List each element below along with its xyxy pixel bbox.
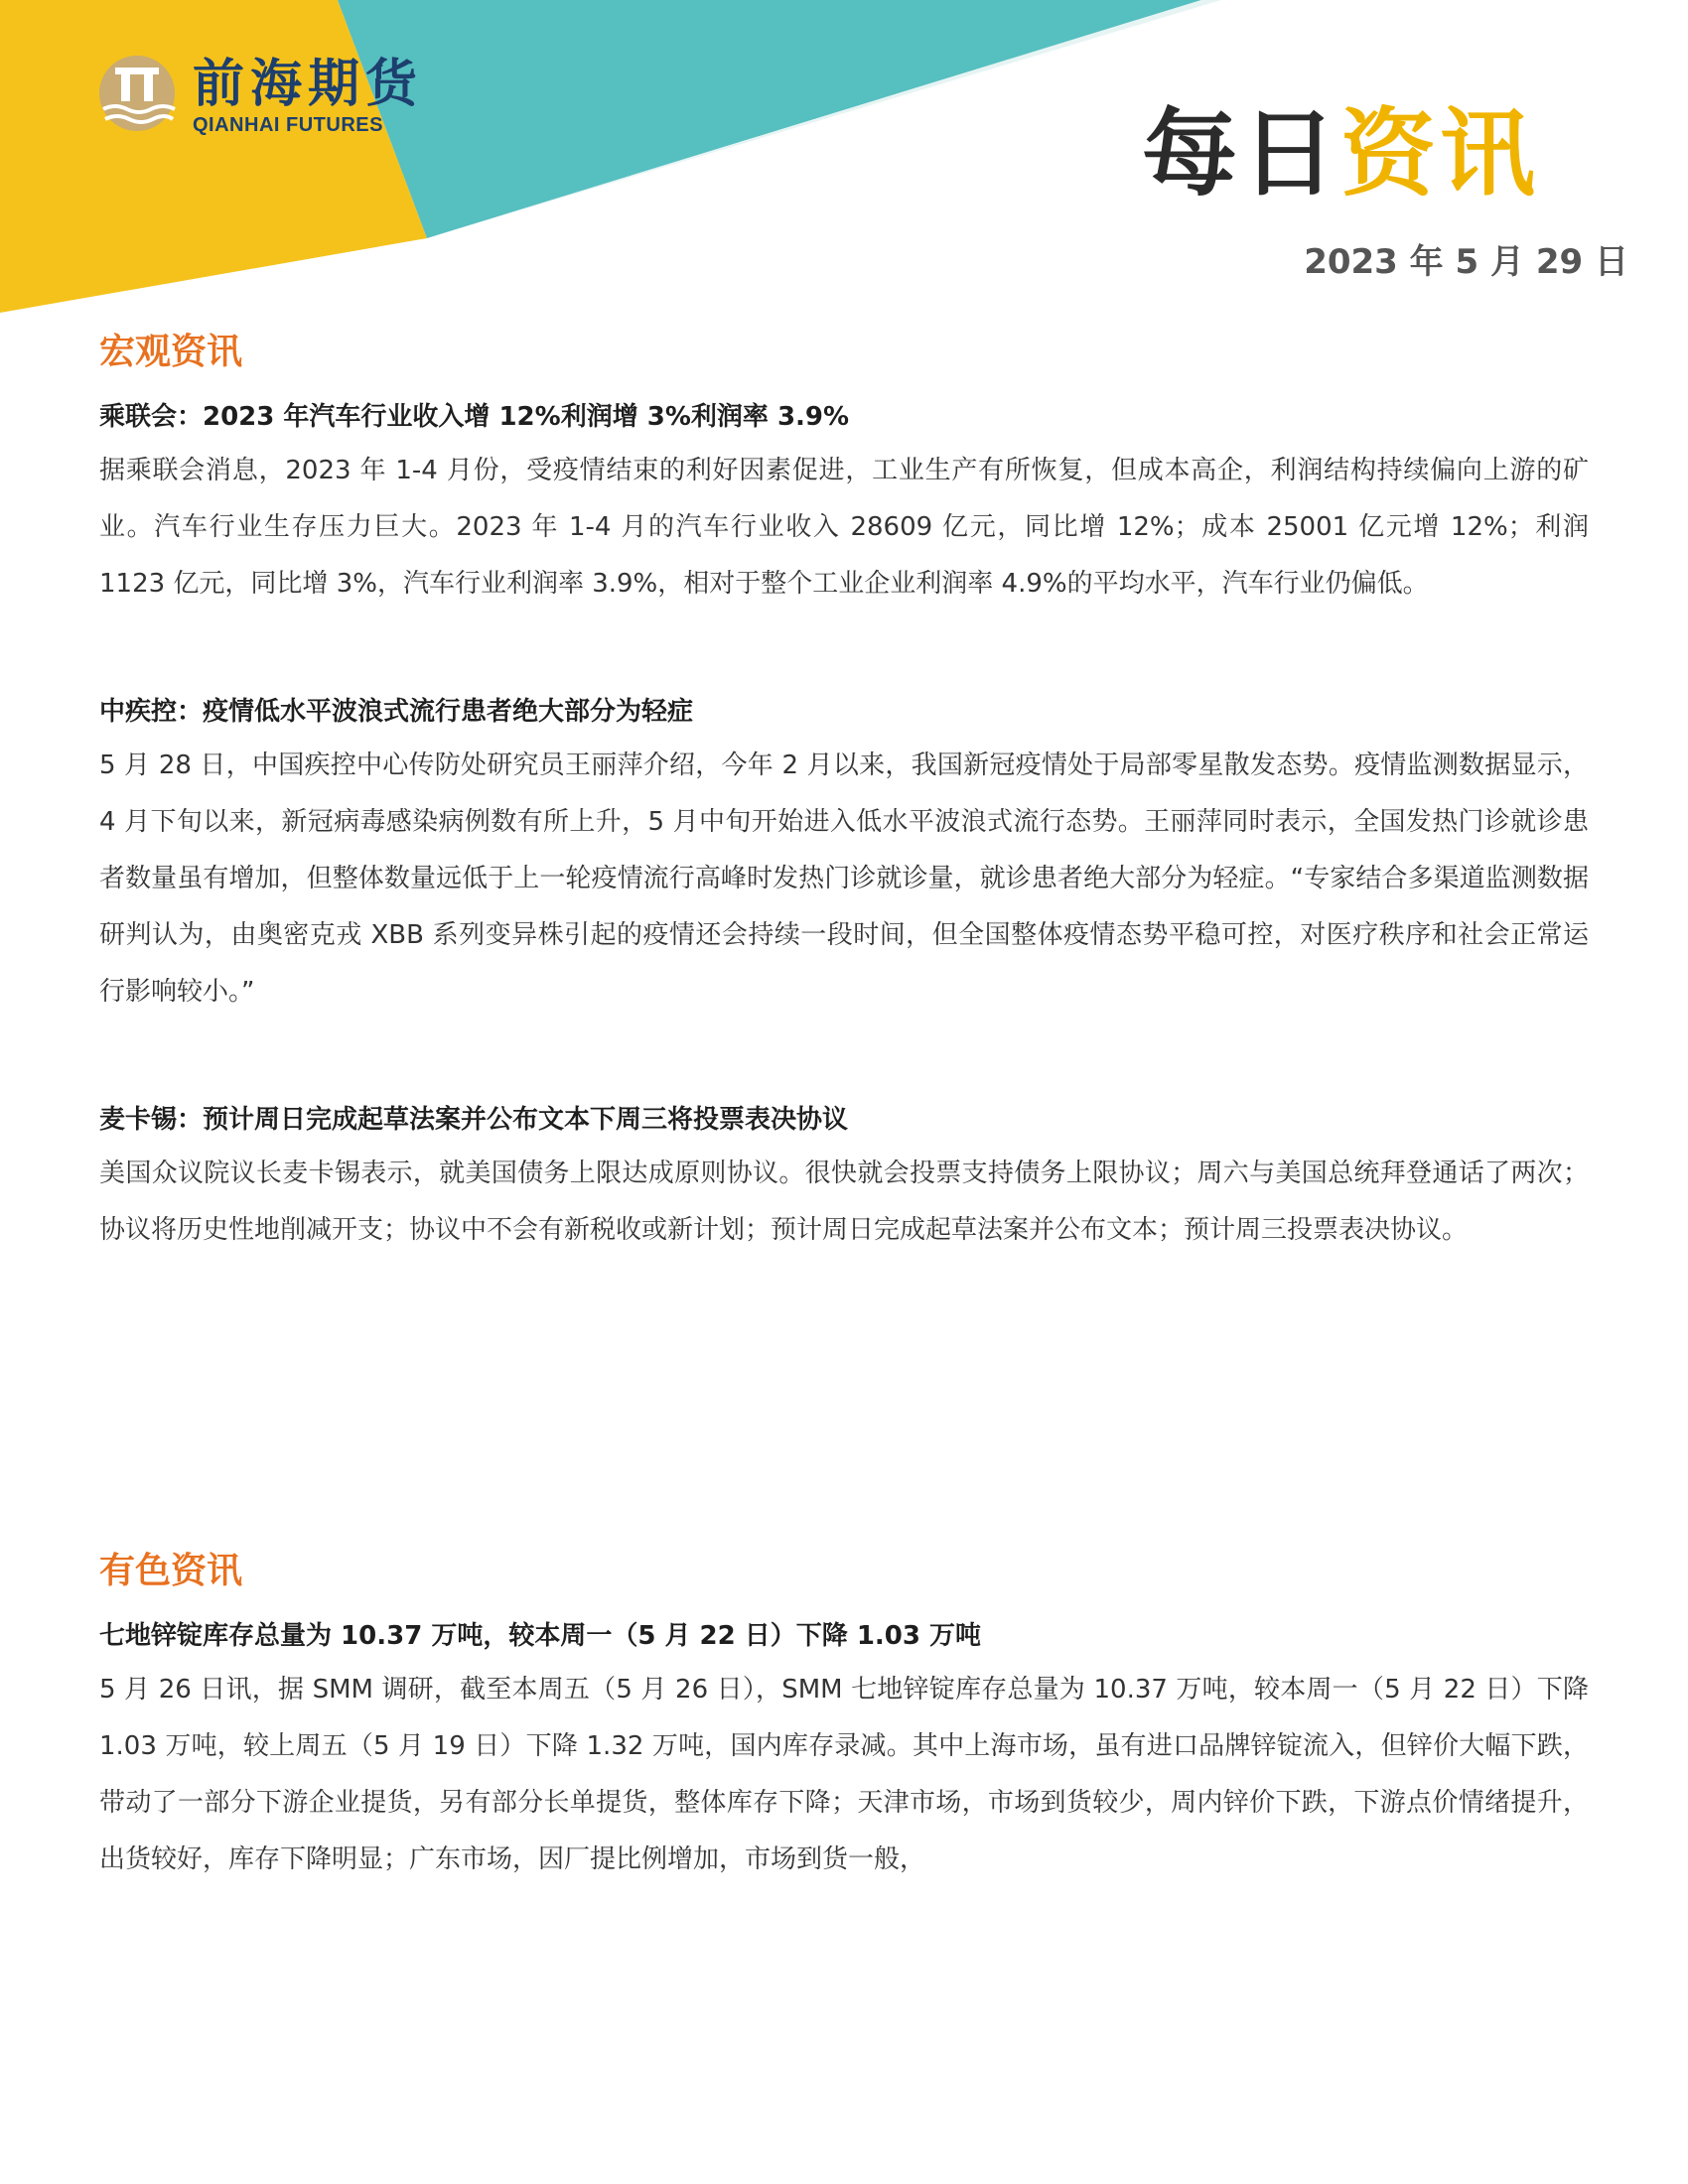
brand-name-en: QIANHAI FUTURES — [193, 114, 383, 136]
article — [99, 1100, 1589, 1259]
article-body: 美国众议院议长麦卡锡表示，就美国债务上限达成原则协议。很快就会投票支持债务上限协议；周六与美国总统拜登通话了两次；协议将历史性地削减开支；协议中不会有新税收或新计划；预计周日完成起草法案并公布文本；预计周三投票表决协议。 — [99, 1159, 1589, 1245]
article-body: 5 月 26 日讯，据 SMM 调研，截至本周五（5 月 26 日），SMM 七地锌锭库存总量为 10.37 万吨，较本周一（5 月 22 日）下降 1.03 万吨，较上周五（5 月 19 日）下降 1.32 万吨，国内库存录减。其中上海市场，虽有进口品牌锌锭流入，但锌价大幅下跌，带动了一部分下游企业提货，另有部分长单提货，整体库存下降；天津市场，市场到货较少，周内锌价下跌，下游点价情绪提升，出货较好，库存下降明显；广东市场，因厂提比例增加，市场到货一般， — [99, 1675, 1589, 1874]
banner-teal-shape — [338, 0, 1201, 238]
article-headline: 乘联会：2023 年汽车行业收入增 12%利润增 3%利润率 3.9% — [99, 402, 850, 432]
article-body: 5 月 28 日，中国疾控中心传防处研究员王丽萍介绍，今年 2 月以来，我国新冠疫情处于局部零星散发态势。疫情监测数据显示，4 月下旬以来，新冠病毒感染病例数有所上升，5 月中旬开始进入低水平波浪式流行态势。王丽萍同时表示，全国发热门诊就诊患者数量虽有增加，但整体数量远低于上一轮疫情流行高峰时发热门诊就诊量，就诊患者绝大部分为轻症。“专家结合多渠道监测数据研判认为，由奥密克戎 XBB 系列变异株引起的疫情还会持续一段时间，但全国整体疫情态势平稳可控，对医疗秩序和社会正常运行影响较小。” — [99, 751, 1589, 1007]
page-title-accent: 资讯 — [1340, 98, 1539, 209]
section-title: 宏观资讯 — [99, 332, 243, 372]
page-title-dark: 每日 — [1142, 98, 1340, 209]
section-macro — [99, 328, 1589, 1259]
article-headline: 七地锌锭库存总量为 10.37 万吨，较本周一（5 月 22 日）下降 1.03 万吨 — [99, 1621, 982, 1651]
article — [99, 1616, 1589, 1888]
page-title — [1142, 99, 1539, 208]
article — [99, 692, 1589, 1021]
brand-name-cn: 前海期货 — [193, 54, 424, 114]
report-date: 2023 年 5 月 29 日 — [1304, 242, 1628, 282]
section-nonferrous — [99, 1547, 1589, 1888]
brand-logo — [95, 54, 423, 137]
article-headline: 中疾控：疫情低水平波浪式流行患者绝大部分为轻症 — [99, 697, 694, 727]
content-area — [99, 318, 1589, 1968]
article-headline: 麦卡锡：预计周日完成起草法案并公布文本下周三将投票表决协议 — [99, 1105, 849, 1135]
article — [99, 397, 1589, 613]
section-title: 有色资讯 — [99, 1551, 243, 1591]
sun-wave-logo-icon — [95, 54, 179, 137]
article-body: 据乘联会消息，2023 年 1-4 月份，受疫情结束的利好因素促进，工业生产有所恢复，但成本高企，利润结构持续偏向上游的矿业。汽车行业生存压力巨大。2023 年 1-4 月的汽车行业收入 28609 亿元，同比增 12%；成本 25001 亿元增 12%；利润 1123 亿元，同比增 3%，汽车行业利润率 3.9%，相对于整个工业企业利润率 4.9%的平均水平，汽车行业仍偏低。 — [99, 456, 1589, 599]
